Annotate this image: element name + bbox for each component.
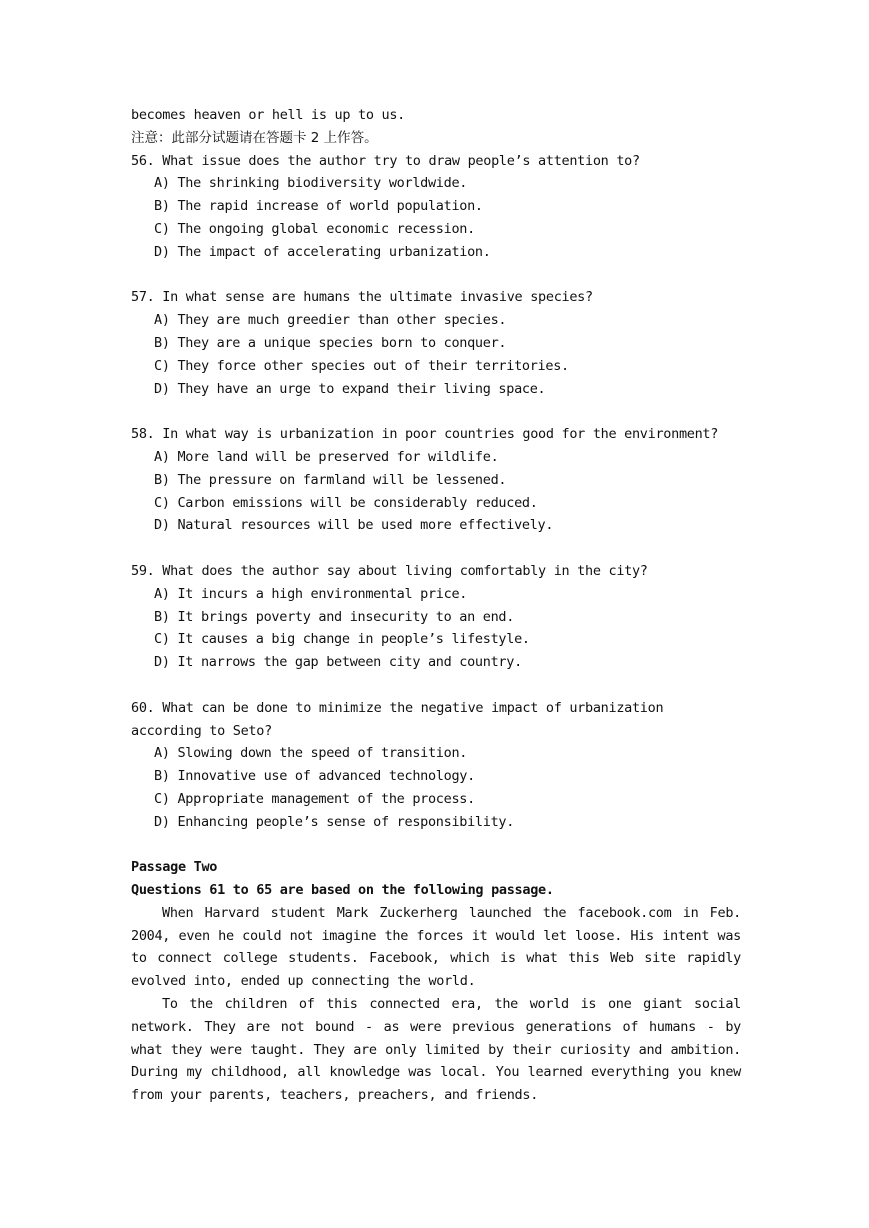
option-b: B) The rapid increase of world population. — [154, 198, 483, 215]
option-b: B) They are a unique species born to conquer. — [154, 334, 507, 351]
option-d: D) It narrows the gap between city and country. — [154, 654, 522, 671]
passage-paragraph: To the children of this connected era, the world is one giant social network. They are not bound - as were previous generations of humans - by what they were taught. They are only limited by their curiosity and ambition. During my childhood, all knowledge was local. You learned everything you knew from your parents, teachers, preachers, and friends. — [131, 996, 741, 1104]
question-59 — [131, 560, 741, 674]
option-c: C) The ongoing global economic recession. — [154, 220, 475, 237]
question-56 — [131, 150, 741, 264]
question-stem: 59. What does the author say about living comfortably in the city? — [131, 562, 648, 579]
question-stem: 57. In what sense are humans the ultimate invasive species? — [131, 289, 593, 306]
passage-paragraph: When Harvard student Mark Zuckerherg launched the facebook.com in Feb. 2004, even he could not imagine the forces it would let loose. His intent was to connect college students. Facebook, which is what this Web site rapidly evolved into, ended up connecting the world. — [131, 904, 741, 990]
option-c: C) It causes a big change in people’s lifestyle. — [154, 631, 530, 648]
option-d: D) Natural resources will be used more effectively. — [154, 517, 554, 534]
option-a: A) They are much greedier than other species. — [154, 312, 507, 329]
option-b: B) The pressure on farmland will be lessened. — [154, 471, 507, 488]
option-c: C) Carbon emissions will be considerably reduced. — [154, 494, 538, 511]
option-c: C) Appropriate management of the process. — [154, 790, 475, 807]
option-a: A) The shrinking biodiversity worldwide. — [154, 175, 468, 192]
question-60 — [131, 697, 741, 834]
answer-card-note: 注意：此部分试题请在答题卡 2 上作答。 — [131, 129, 378, 146]
option-d: D) They have an urge to expand their living space. — [154, 380, 546, 397]
option-a: A) More land will be preserved for wildlife. — [154, 448, 499, 465]
question-stem: 58. In what way is urbanization in poor countries good for the environment? — [131, 426, 719, 443]
question-stem: 60. What can be done to minimize the negative impact of urbanization according to Seto? — [131, 699, 672, 739]
option-b: B) It brings poverty and insecurity to an end. — [154, 608, 515, 625]
option-a: A) Slowing down the speed of transition. — [154, 745, 468, 762]
intro-tail-text: becomes heaven or hell is up to us. — [131, 107, 405, 123]
passage-instruction: Questions 61 to 65 are based on the following passage. — [131, 882, 554, 899]
option-c: C) They force other species out of their territories. — [154, 357, 569, 374]
question-58 — [131, 423, 741, 537]
option-d: D) The impact of accelerating urbanization. — [154, 243, 491, 260]
question-stem: 56. What issue does the author try to draw people’s attention to? — [131, 152, 640, 169]
option-d: D) Enhancing people’s sense of responsibility. — [154, 813, 515, 830]
passage-title: Passage Two — [131, 859, 218, 876]
exam-page — [131, 104, 741, 1107]
option-b: B) Innovative use of advanced technology. — [154, 768, 475, 785]
option-a: A) It incurs a high environmental price. — [154, 585, 468, 602]
question-57 — [131, 286, 741, 400]
